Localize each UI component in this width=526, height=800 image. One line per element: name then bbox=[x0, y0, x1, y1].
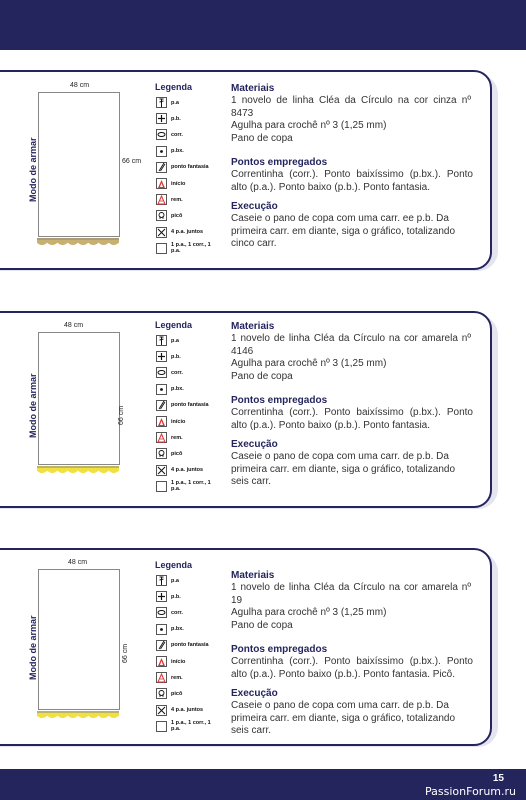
legend-item bbox=[156, 366, 183, 379]
pico-icon bbox=[156, 448, 167, 459]
material-item: Agulha para crochê nº 3 (1,25 mm) bbox=[231, 607, 387, 618]
p-bx-icon bbox=[156, 146, 167, 157]
legend-item bbox=[156, 655, 185, 668]
execucao-text: Caseie o pano de copa com uma carr. de p.b. Da primeira carr. em diante, siga o gráfico, totalizando seis carr. bbox=[231, 451, 455, 487]
legend-label: corr. bbox=[171, 609, 183, 616]
legend-label: p.a bbox=[171, 337, 179, 344]
height-label: 66 cm bbox=[122, 158, 142, 165]
materials-list bbox=[231, 95, 471, 145]
legend-label: ponto fantasia bbox=[171, 402, 209, 409]
legend-label: início bbox=[171, 180, 186, 187]
legend-item bbox=[156, 480, 215, 493]
legend-label: 4 p.a. juntos bbox=[171, 467, 204, 474]
site-watermark: PassionForum.ru bbox=[425, 785, 516, 798]
legend-label: picô bbox=[171, 212, 183, 219]
legend-item bbox=[156, 350, 181, 363]
execucao-title: Execução bbox=[231, 439, 278, 450]
towel-diagram bbox=[38, 332, 120, 465]
legend-label: rem. bbox=[171, 434, 183, 441]
ponto-fantasia-icon bbox=[156, 400, 167, 411]
legend-item bbox=[156, 671, 183, 684]
legend-label: corr. bbox=[171, 131, 183, 138]
legend-label: p.a bbox=[171, 99, 179, 106]
legend-label: p.bx. bbox=[171, 148, 184, 155]
pontos-title: Pontos empregados bbox=[231, 644, 328, 655]
legend-label: rem. bbox=[171, 674, 183, 681]
legend-item bbox=[156, 590, 181, 603]
legend-label: início bbox=[171, 418, 186, 425]
corr-icon bbox=[156, 607, 167, 618]
pontos-text: Correntinha (corr.). Ponto baixíssimo (p.bx.). Ponto alto (p.a.). Ponto baixo (p.b.). Ponto fantasia. Picô. bbox=[231, 656, 473, 680]
legend-label: p.bx. bbox=[171, 626, 184, 633]
pontos-title: Pontos empregados bbox=[231, 395, 328, 406]
1pa-1corr-icon bbox=[156, 243, 167, 254]
legend-item bbox=[156, 334, 179, 347]
legend-label: picô bbox=[171, 450, 183, 457]
legend-item bbox=[156, 193, 183, 206]
legend-item bbox=[156, 177, 185, 190]
legend-item bbox=[156, 96, 179, 109]
ponto-fantasia-icon bbox=[156, 162, 167, 173]
material-item: 1 novelo de linha Cléa da Círculo na cor amarela nº 19 bbox=[231, 582, 471, 606]
legend-item bbox=[156, 161, 209, 174]
p-bx-icon bbox=[156, 624, 167, 635]
legend-label: 1 p.a., 1 corr., 1 p.a. bbox=[171, 242, 211, 255]
materials-list bbox=[231, 333, 471, 383]
legend-label: ponto fantasia bbox=[171, 642, 209, 649]
pontos-title: Pontos empregados bbox=[231, 157, 328, 168]
legend-item bbox=[156, 574, 179, 587]
inicio-icon bbox=[156, 656, 167, 667]
towel-diagram bbox=[38, 569, 120, 710]
legend-item bbox=[156, 464, 203, 477]
crochet-lace-edge bbox=[37, 462, 119, 470]
width-label: 48 cm bbox=[68, 559, 88, 566]
legend-item bbox=[156, 639, 209, 652]
legend-item bbox=[156, 687, 182, 700]
legend-title: Legenda bbox=[155, 320, 193, 330]
execucao-title: Execução bbox=[231, 201, 278, 212]
legend-label: ponto fantasia bbox=[171, 164, 209, 171]
legend-item bbox=[156, 242, 215, 255]
crochet-lace-edge bbox=[37, 707, 119, 715]
legend-label: início bbox=[171, 658, 186, 665]
4-pa-juntos-icon bbox=[156, 465, 167, 476]
legend-item bbox=[156, 383, 184, 396]
height-label: 66 cm bbox=[122, 643, 130, 664]
4-pa-juntos-icon bbox=[156, 705, 167, 716]
legend-item bbox=[156, 606, 183, 619]
legend-item bbox=[156, 128, 183, 141]
crochet-lace-edge bbox=[37, 234, 119, 242]
modo-de-armar-label: Modo de armar bbox=[28, 137, 38, 202]
legend-item bbox=[156, 226, 203, 239]
material-item: Pano de copa bbox=[231, 370, 293, 382]
p-b-icon bbox=[156, 351, 167, 362]
materiais-title: Materiais bbox=[231, 83, 275, 94]
pico-icon bbox=[156, 210, 167, 221]
modo-de-armar-label: Modo de armar bbox=[28, 615, 38, 680]
pontos-text: Correntinha (corr.). Ponto baixíssimo (p.bx.). Ponto alto (p.a.). Ponto baixo (p.b.). Ponto fantasia. bbox=[231, 407, 473, 431]
materiais-title: Materiais bbox=[231, 321, 275, 332]
p-a-icon bbox=[156, 335, 167, 346]
legend-label: corr. bbox=[171, 369, 183, 376]
legend-label: p.b. bbox=[171, 593, 181, 600]
legend-title: Legenda bbox=[155, 560, 193, 570]
p-b-icon bbox=[156, 113, 167, 124]
towel-diagram bbox=[38, 92, 120, 237]
legend-item bbox=[156, 623, 184, 636]
legend-label: 1 p.a., 1 corr., 1 p.a. bbox=[171, 480, 211, 493]
legend-item bbox=[156, 415, 185, 428]
corr-icon bbox=[156, 129, 167, 140]
legend-item bbox=[156, 112, 181, 125]
pico-icon bbox=[156, 688, 167, 699]
inicio-icon bbox=[156, 416, 167, 427]
corr-icon bbox=[156, 367, 167, 378]
page-number: 15 bbox=[492, 773, 504, 784]
execucao-title: Execução bbox=[231, 688, 278, 699]
material-item: 1 novelo de linha Cléa da Círculo na cor cinza nº 8473 bbox=[231, 95, 471, 119]
legend-label: 4 p.a. juntos bbox=[171, 707, 204, 714]
p-b-icon bbox=[156, 591, 167, 602]
material-item: Agulha para crochê nº 3 (1,25 mm) bbox=[231, 120, 387, 131]
legend-label: rem. bbox=[171, 196, 183, 203]
p-bx-icon bbox=[156, 384, 167, 395]
1pa-1corr-icon bbox=[156, 721, 167, 732]
execucao-text: Caseie o pano de copa com uma carr. ee p.b. Da primeira carr. em diante, siga o gráfico, totalizando cinco carr. bbox=[231, 213, 455, 249]
width-label: 48 cm bbox=[70, 82, 90, 89]
legend-item bbox=[156, 209, 182, 222]
legend-label: 4 p.a. juntos bbox=[171, 229, 204, 236]
legend-item bbox=[156, 720, 215, 733]
legend-label: p.b. bbox=[171, 353, 181, 360]
rem-icon bbox=[156, 432, 167, 443]
legend-item bbox=[156, 704, 203, 717]
legend-item bbox=[156, 447, 182, 460]
4-pa-juntos-icon bbox=[156, 227, 167, 238]
p-a-icon bbox=[156, 97, 167, 108]
legend-label: p.bx. bbox=[171, 386, 184, 393]
execucao-text: Caseie o pano de copa com uma carr. de p.b. Da primeira carr. em diante, siga o gráfico, totalizando seis carr. bbox=[231, 700, 455, 736]
inicio-icon bbox=[156, 178, 167, 189]
legend-label: picô bbox=[171, 690, 183, 697]
p-a-icon bbox=[156, 575, 167, 586]
legend-title: Legenda bbox=[155, 82, 193, 92]
legend-item bbox=[156, 431, 183, 444]
materiais-title: Materiais bbox=[231, 570, 275, 581]
material-item: Agulha para crochê nº 3 (1,25 mm) bbox=[231, 358, 387, 369]
legend-item bbox=[156, 399, 209, 412]
legend-item bbox=[156, 145, 184, 158]
1pa-1corr-icon bbox=[156, 481, 167, 492]
modo-de-armar-label: Modo de armar bbox=[28, 373, 38, 438]
material-item: 1 novelo de linha Cléa da Círculo na cor amarela nº 4146 bbox=[231, 333, 471, 357]
width-label: 48 cm bbox=[64, 322, 84, 329]
material-item: Pano de copa bbox=[231, 619, 293, 631]
legend-label: p.b. bbox=[171, 115, 181, 122]
top-banner bbox=[0, 0, 526, 50]
rem-icon bbox=[156, 194, 167, 205]
legend-label: p.a bbox=[171, 577, 179, 584]
rem-icon bbox=[156, 672, 167, 683]
legend-label: 1 p.a., 1 corr., 1 p.a. bbox=[171, 720, 211, 733]
materials-list bbox=[231, 582, 471, 632]
pontos-text: Correntinha (corr.). Ponto baixíssimo (p.bx.). Ponto alto (p.a.). Ponto baixo (p.b.). Ponto fantasia. bbox=[231, 169, 473, 193]
ponto-fantasia-icon bbox=[156, 640, 167, 651]
material-item: Pano de copa bbox=[231, 132, 293, 144]
height-label: 66 cm bbox=[118, 405, 126, 426]
